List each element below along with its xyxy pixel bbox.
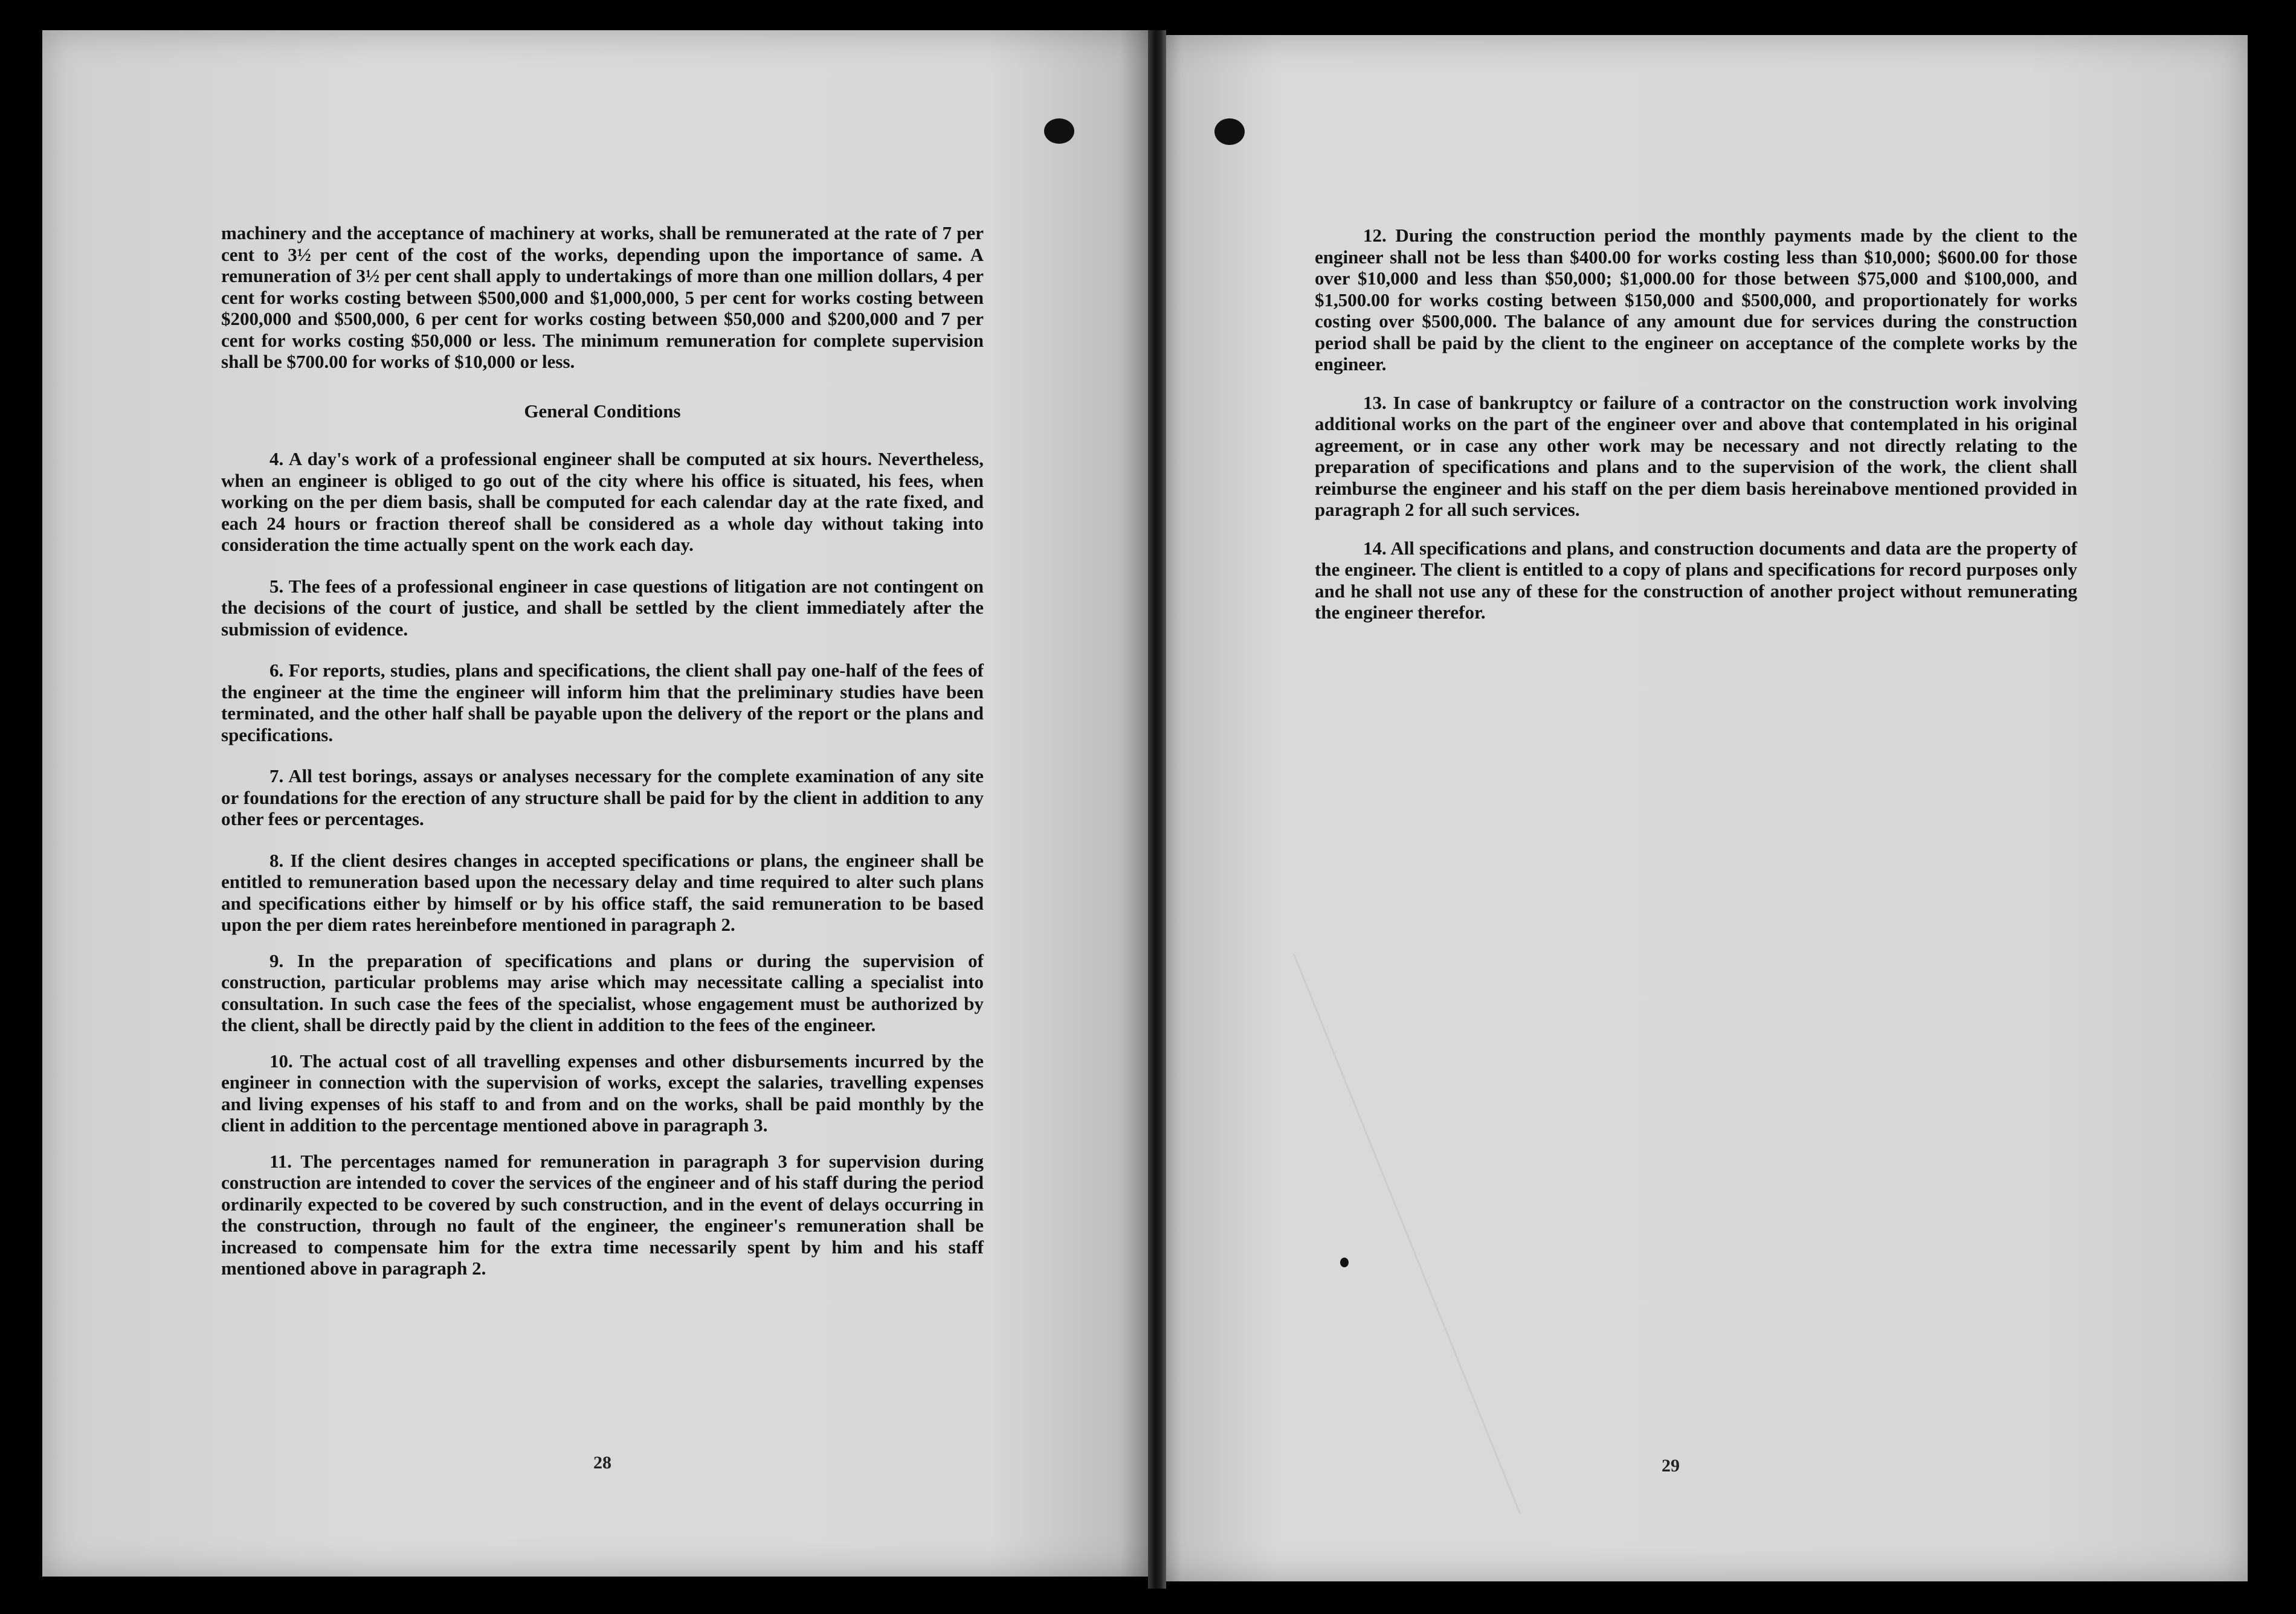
section-heading: General Conditions bbox=[524, 400, 681, 422]
paragraph-6: 6. For reports, studies, plans and specifications, the client shall pay one-half of the fees of the engineer at the time the engineer will inform him that the preliminary studies have been terminated, and the other half shall be payable upon the delivery of the report or the plans and specifications. bbox=[221, 660, 984, 745]
paragraph-12: 12. During the construction period the monthly payments made by the client to the engineer shall not be less than $400.00 for works costing less than $10,000; $600.00 for those over $10,000 and less than $50,000; $1,000.00 for those between $75,000 and $100,000, and $1,500.00 for works costing between $150,000 and $500,000, and proportionately for works costing over $500,000. The balance of any amount due for services during the construction period shall be paid by the client to the engineer on acceptance of the complete works by the engineer. bbox=[1315, 225, 2077, 375]
paragraph-4: 4. A day's work of a professional engineer shall be computed at six hours. Nevertheless, when an engineer is obliged to go out of the city where his office is situated, his fees, when working on the per diem basis, shall be computed for each calendar day at the rate fixed, and each 24 hours or fraction thereof shall be considered as a whole day without taking into consideration the time actually spent on the work each day. bbox=[221, 448, 984, 555]
paragraph-14: 14. All specifications and plans, and construction documents and data are the property of the engineer. The client is entitled to a copy of plans and specifications for record purposes only and he shall not use any of these for the construction of another project without remunerating the engineer therefor. bbox=[1315, 537, 2077, 623]
paragraph-9: 9. In the preparation of specifications and plans or during the supervision of construction, particular problems may arise which may necessitate calling a specialist into consultation. In such case the fees of the specialist, whose engagement must be authorized by the client, shall be directly paid by the client in addition to the fees of the engineer. bbox=[221, 950, 984, 1035]
page-number-left: 28 bbox=[593, 1453, 611, 1473]
left-page-text bbox=[221, 222, 984, 1299]
punch-hole-right bbox=[1214, 118, 1245, 145]
punch-hole-left bbox=[1044, 118, 1074, 144]
paragraph-7: 7. All test borings, assays or analyses necessary for the complete examination of any site or foundations for the erection of any structure shall be paid for by the client in addition to any other fees or percentages. bbox=[221, 765, 984, 829]
paragraph-5: 5. The fees of a professional engineer in case questions of litigation are not contingent on the decisions of the court of justice, and shall be settled by the client immediately after the submission of evidence. bbox=[221, 575, 984, 640]
right-page-text bbox=[1315, 225, 2077, 643]
paragraph-11: 11. The percentages named for remuneration in paragraph 3 for supervision during construction are intended to cover the services of the engineer and of his staff during the period ordinarily expected to be covered by such construction, and in the event of delays occurring in the construction, through no fault of the engineer, the engineer's remuneration shall be increased to compensate him for the extra time necessarily spent by him and his staff mentioned above in paragraph 2. bbox=[221, 1150, 984, 1279]
paragraph-8: 8. If the client desires changes in accepted specifications or plans, the engineer shall be entitled to remuneration based upon the necessary delay and time required to alter such plans and specifications either by himself or by his office staff, the said remuneration to be based upon the per diem rates hereinbefore mentioned in paragraph 2. bbox=[221, 849, 984, 935]
paragraph-13: 13. In case of bankruptcy or failure of a contractor on the construction work involving additional works on the part of the engineer over and above that contemplated in his original agreement, or in case any other work may be necessary and not directly relating to the preparation of specifications and plans and to the supervision of the work, the client shall reimburse the engineer and his staff on the per diem basis hereinabove mentioned provided in paragraph 2 for all such services. bbox=[1315, 391, 2077, 520]
paragraph-10: 10. The actual cost of all travelling expenses and other disbursements incurred by the engineer in connection with the supervision of works, except the salaries, travelling expenses and living expenses of his staff to and from and on the works, shall be paid monthly by the client in addition to the percentage mentioned above in paragraph 3. bbox=[221, 1050, 984, 1136]
ink-speck bbox=[1340, 1258, 1349, 1267]
paragraph-3-continuation: machinery and the acceptance of machinery at works, shall be remunerated at the rate of 7 per cent to 3½ per cent of the cost of the works, depending upon the importance of same. A remuneration of 3½ per cent shall apply to undertakings of more than one million dollars, 4 per cent for works costing between $500,000 and $1,000,000, 5 per cent for works costing between $200,000 and $500,000, 6 per cent for works costing between $50,000 and $200,000 and 7 per cent for works costing $50,000 or less. The minimum remuneration for complete supervision shall be $700.00 for works of $10,000 or less. bbox=[221, 222, 984, 372]
page-number-right: 29 bbox=[1662, 1456, 1680, 1476]
book-gutter bbox=[1148, 30, 1166, 1589]
